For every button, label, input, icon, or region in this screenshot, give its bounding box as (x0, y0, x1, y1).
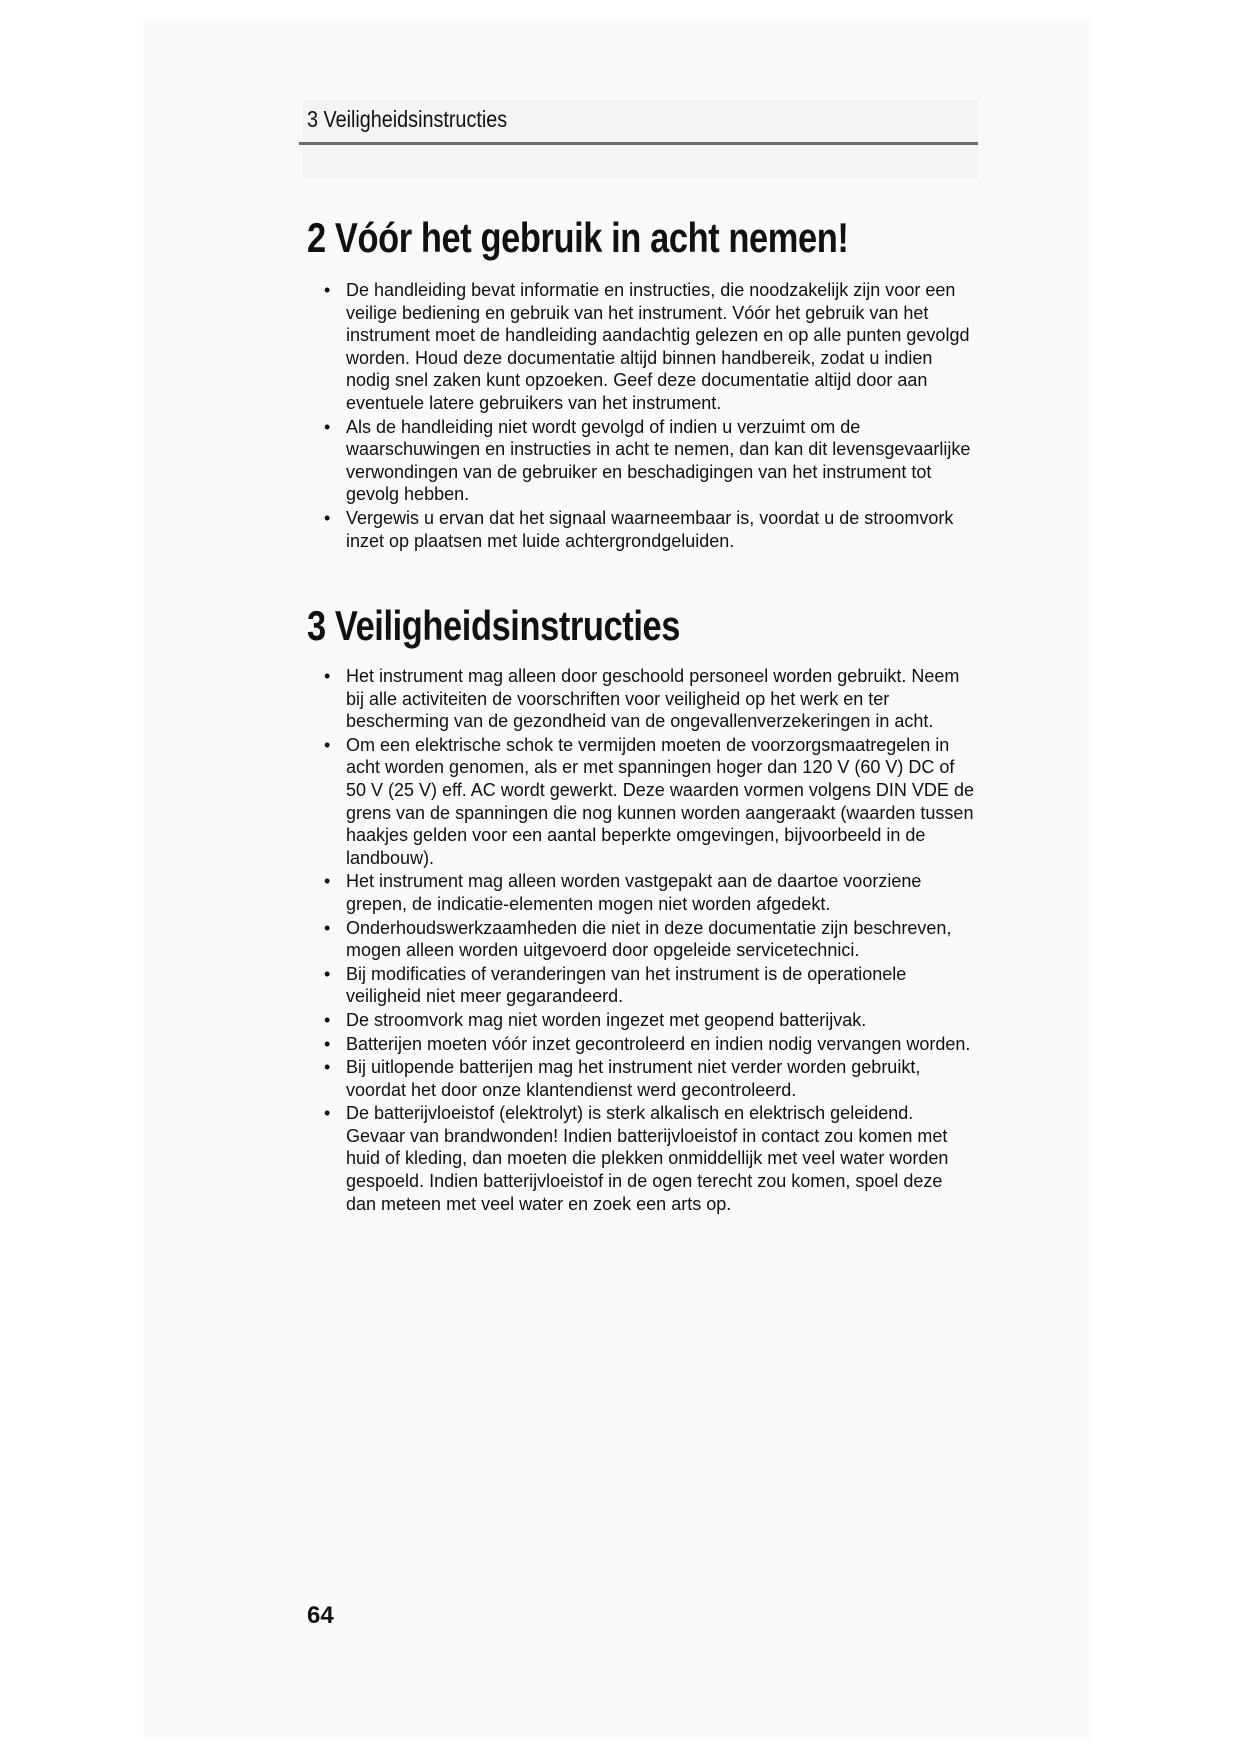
section-title-before-use: 2 Vóór het gebruik in acht nemen! (307, 214, 849, 261)
bullet-icon: • (324, 666, 331, 686)
list-item-text: Onderhoudswerkzaamheden die niet in deze documentatie zijn beschreven, mogen alleen worden uitgevoerd door opgeleide servicetechnici. (346, 917, 952, 961)
bullet-list-before-use (307, 279, 977, 553)
list-item (307, 734, 977, 870)
list-item (307, 1056, 977, 1101)
bullet-icon: • (324, 917, 331, 938)
bullet-list-safety (307, 665, 977, 1216)
list-item-text: De batterijvloeistof (elektrolyt) is sterk alkalisch en elektrisch geleidend. Gevaar van brandwonden! Indien batterijvloeistof in contact zou komen met huid of kleding, dan moeten die plekken onmiddellijk met veel water worden gespoeld. Indien batterijvloeistof in de ogen terecht zou komen, spoel deze dan meteen met veel water en zoek een arts op. (346, 1103, 949, 1214)
list-item-text: Bij uitlopende batterijen mag het instrument niet verder worden gebruikt, voordat het door onze klantendienst werd gecontroleerd. (346, 1057, 921, 1100)
list-item (307, 870, 977, 915)
section-title-safety: 3 Veiligheidsinstructies (307, 602, 680, 649)
header-rule (299, 142, 978, 145)
list-item-text: De stroomvork mag niet worden ingezet met geopend batterijvak. (346, 1009, 867, 1030)
bullet-icon: • (324, 1009, 331, 1030)
list-item (307, 665, 977, 733)
list-item-text: Bij modificaties of veranderingen van het instrument is de operationele veiligheid niet meer gegarandeerd. (346, 963, 907, 1007)
list-item (307, 416, 977, 506)
list-item-text: Als de handleiding niet wordt gevolgd of indien u verzuimt om de waarschuwingen en instructies in acht te nemen, dan kan dit levensgevaarlijke verwondingen van de gebruiker en beschadigingen van het instrument tot gevolg hebben. (346, 416, 971, 505)
page-number: 64 (307, 1602, 334, 1629)
list-item (307, 917, 977, 962)
list-item-text: Het instrument mag alleen door geschoold personeel worden gebruikt. Neem bij alle activiteiten de voorschriften voor veiligheid op het werk en ter bescherming van de gezondheid van de ongevallenverzekeringen in acht. (346, 666, 960, 732)
bullet-icon: • (324, 1057, 331, 1078)
list-item-text: De handleiding bevat informatie en instructies, die noodzakelijk zijn voor een veilige bediening en gebruik van het instrument. Vóór het gebruik van het instrument moet de handleiding aandachtig gelezen en op alle punten gevolgd worden. Houd deze documentatie altijd binnen handbereik, zodat u indien nodig snel zaken kunt opzoeken. Geef deze documentatie altijd door aan eventuele latere gebruikers van het instrument. (346, 280, 970, 413)
bullet-icon: • (324, 507, 331, 528)
list-item-text: Om een elektrische schok te vermijden moeten de voorzorgsmaatregelen in acht worden genomen, als er met spanningen hoger dan 120 V (60 V) DC of 50 V (25 V) eff. AC wordt gewerkt. Deze waarden vormen volgens DIN VDE de grens van de spanningen die nog kunnen worden aangeraakt (waarden tussen haakjes gelden voor een aantal beperkte omgevingen, bijvoorbeeld in de landbouw). (346, 734, 974, 868)
list-item (307, 279, 977, 415)
running-header: 3 Veiligheidsinstructies (307, 106, 508, 132)
bullet-icon: • (324, 963, 331, 984)
bullet-icon: • (324, 734, 331, 755)
list-item (307, 1009, 977, 1032)
bullet-icon: • (324, 280, 331, 300)
list-item-text: Vergewis u ervan dat het signaal waarneembaar is, voordat u de stroomvork inzet op plaatsen met luide achtergrondgeluiden. (346, 507, 954, 551)
list-item (307, 963, 977, 1008)
bullet-icon: • (324, 1033, 331, 1054)
bullet-icon: • (324, 416, 331, 437)
list-item-text: Het instrument mag alleen worden vastgepakt aan de daartoe voorziene grepen, de indicatie-elementen mogen niet worden afgedekt. (346, 871, 922, 914)
list-item (307, 1102, 977, 1215)
list-item (307, 507, 977, 552)
bullet-icon: • (324, 871, 331, 892)
list-item-text: Batterijen moeten vóór inzet gecontroleerd en indien nodig vervangen worden. (346, 1033, 971, 1054)
list-item (307, 1033, 977, 1056)
bullet-icon: • (324, 1103, 331, 1124)
